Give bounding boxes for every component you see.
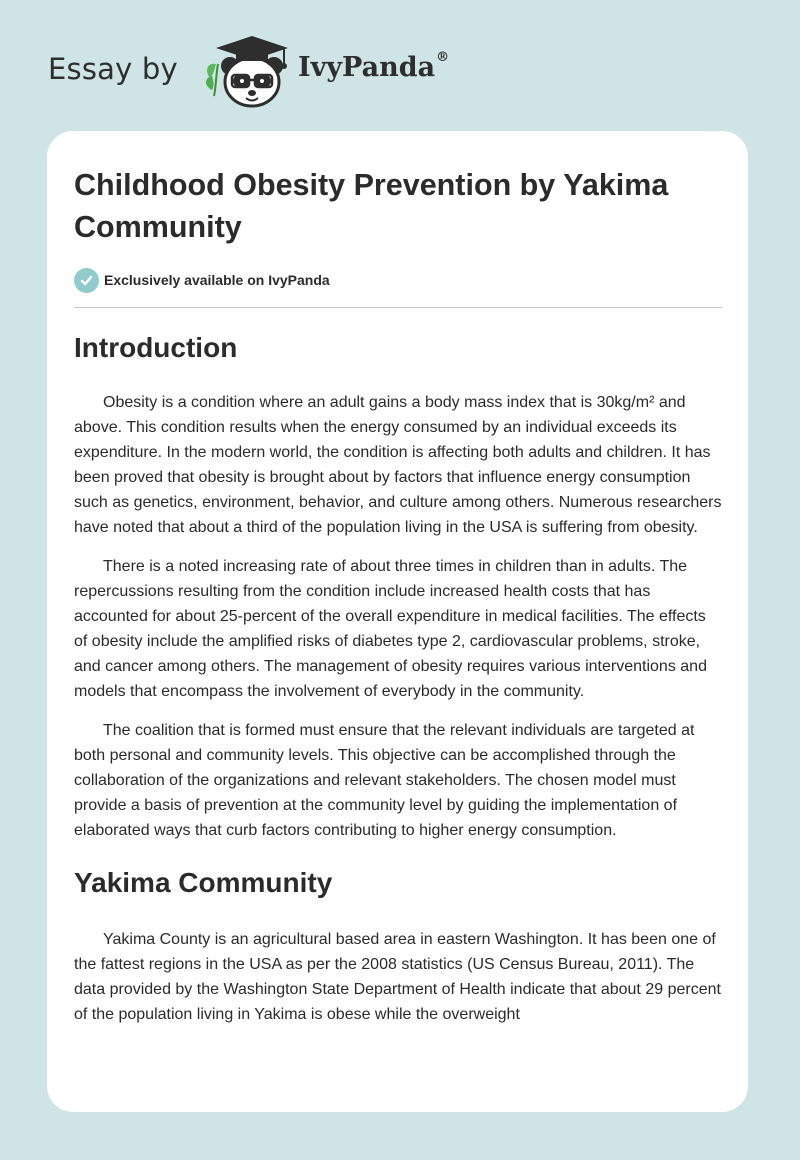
paragraph: There is a noted increasing rate of about three times in children than in adults. The repercussions resulting from the condition include increased health costs that has accounted for about 25-percent of the overall expenditure in medical facilities. The effects of obesity include the amplified risks of diabetes type 2, cardiovascular problems, stroke, and cancer among others. The management of obesity requires various interventions and models that encompass the involvement of everybody in the community. — [74, 558, 707, 700]
essay-by-label: Essay by — [48, 52, 178, 86]
exclusive-badge — [74, 266, 722, 294]
badge-label: Exclusively available on IvyPanda — [104, 272, 330, 288]
registered-mark: ® — [436, 50, 450, 65]
paragraph: Yakima County is an agricultural based area in eastern Washington. It has been one of the fattest regions in the USA as per the 2008 statistics (US Census Bureau, 2011). The data provided by the Washington State Department of Health indicate that about 29 percent of the population living in Yakima is obese while the overweight — [74, 931, 721, 1023]
section-heading-introduction: Introduction — [74, 332, 238, 363]
brand-name[interactable] — [298, 52, 449, 83]
divider — [74, 307, 722, 308]
paragraph: The coalition that is formed must ensure that the relevant individuals are targeted at both personal and community levels. This objective can be accomplished through the collaboration of the organizations and relevant stakeholders. The chosen model must provide a basis of prevention at the community level by guiding the implementation of elaborated ways that curb factors contributing to higher energy consumption. — [74, 722, 695, 839]
essay-content — [74, 164, 722, 1027]
brand-text: IvyPanda — [298, 52, 436, 83]
section-heading-yakima-community: Yakima Community — [74, 867, 333, 898]
panda-logo-icon[interactable] — [200, 34, 295, 109]
check-circle-icon — [74, 268, 99, 293]
paragraph: Obesity is a condition where an adult gains a body mass index that is 30kg/m² and above. This condition results when the energy consumed by an individual exceeds its expenditure. In the modern world, the condition is affecting both adults and children. It has been proved that obesity is brought about by factors that influence energy consumption such as genetics, environment, behavior, and culture among others. Numerous researchers have noted that about a third of the population living in the USA is suffering from obesity. — [74, 394, 722, 536]
essay-title: Childhood Obesity Prevention by Yakima Community — [74, 168, 669, 244]
site-header — [0, 0, 800, 130]
essay-card — [47, 131, 748, 1112]
